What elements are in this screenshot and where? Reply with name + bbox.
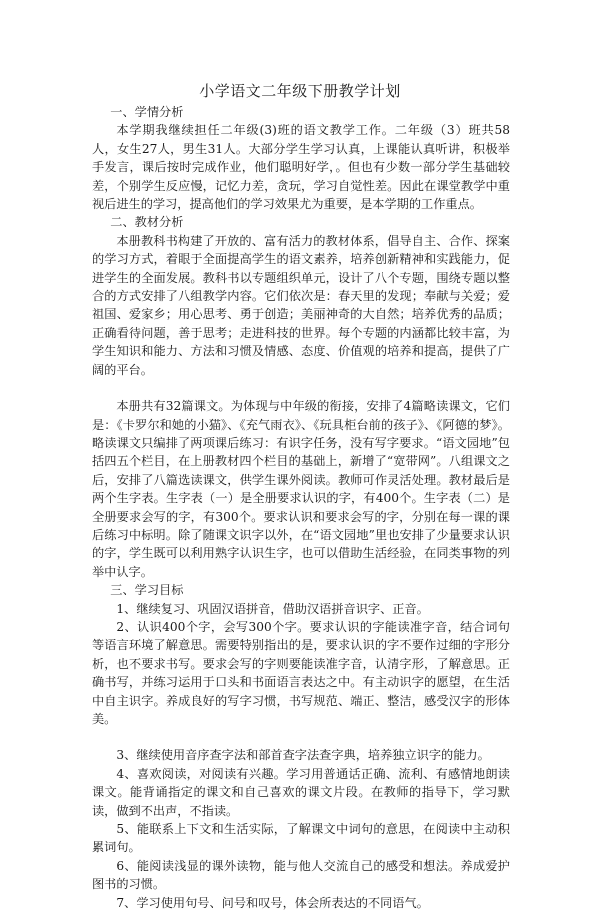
section-heading-learning-goals: 三、学习目标 (110, 583, 184, 598)
page-title: 小学语文二年级下册教学计划 (199, 82, 401, 100)
paragraph-student-analysis: 本学期我继续担任二年级(3)班的语文教学工作。二年级（3）班共58人，女生27人，男生31人。大部分学生学习认真，上课能认真听讲，积极举手发言，课后按时完成作业，他们聪明好学，。但也有少数一部分学生基础较差，个别学生反应慢，记忆力差，贪玩，学习自觉性差。因此在课堂教学中重视后进生的学习，提高他们的学习效果尤为重要，是本学期的工作重点。 (92, 123, 510, 212)
paragraph-gap (92, 728, 510, 746)
document-body (92, 103, 510, 912)
goal-item-3: 3、继续使用音序查字法和部首查字法查字典，培养独立识字的能力。 (116, 748, 490, 763)
section-heading-student-analysis: 一、学情分析 (110, 105, 184, 119)
goal-item-6: 6、能阅读浅显的课外读物，能与他人交流自己的感受和想法。养成爱护图书的习惯。 (92, 858, 510, 892)
goal-item-4: 4、喜欢阅读，对阅读有兴趣。学习用普通话正确、流利、有感情地朗读课文。能背诵指定的课文和自己喜欢的课文片段。在教师的指导下，学习默读，做到不出声，不指读。 (92, 766, 510, 818)
goal-item-1: 1、继续复习、巩固汉语拼音，借助汉语拼音识字、正音。 (116, 601, 429, 616)
section-heading-textbook-analysis: 二、教材分析 (110, 215, 184, 230)
goal-item-7: 7、学习使用句号、问号和叹号，体会所表达的不同语气。 (116, 895, 429, 910)
paragraph-gap (92, 379, 510, 397)
goal-item-5: 5、能联系上下文和生活实际，了解课文中词句的意思，在阅读中主动积累词句。 (92, 822, 510, 855)
paragraph-textbook-system: 本册教科书构建了开放的、富有活力的教材体系，倡导自主、合作、探案的学习方式，着眼于全面提高学生的语文素养，培养创新精神和实践能力，促进学生的全面发展。教科书以专题组织单元，设计了八个专题，围绕专题以整合的方式安排了八组教学内容。它们依次是：春天里的发现；奉献与关爱；爱祖国、爱家乡；用心思考、勇于创造；美丽神奇的大自然；培养优秀的品质；正确看待问题，善于思考；走进科技的世界。每个专题的内涵都比较丰富，为学生知识和能力、方法和习惯及情感、态度、价值观的培养和提高，提供了广阔的平台。 (92, 233, 510, 377)
paragraph-textbook-lessons: 本册共有32篇课文。为体现与中年级的衔接，安排了4篇略读课文，它们是：《卡罗尔和她的小猫》、《充气雨衣》、《玩具柜台前的孩子》、《阿德的梦》。略读课文只编排了两项课后练习：有识字任务，没有写字要求。“语文园地”包括四五个栏目，在上册教材四个栏目的基础上，新增了“宽带网”。八组课文之后，安排了八篇选读课文，供学生课外阅读。教师可作灵活处理。教材最后是两个生字表。生字表（一）是全册要求认识的字，有400个。生字表（二）是全册要求会写的字，有300个。要求认识和要求会写的字，分别在每一课的课后练习中标明。除了随课文识字以外，在“语文园地”里也安排了少量要求认识的字，学生既可以利用熟字认识生字，也可以借助生活经验，在同类事物的列举中认字。 (92, 399, 510, 579)
goal-item-2: 2、认识400个字，会写300个字。要求认识的字能读准字音，结合词句等语言环境了解意思。需要特别指出的是，要求认识的字不要作过细的字形分析，也不要求书写。要求会写的字则要能读准字音，认清字形，了解意思。正确书写，并练习运用于口头和书面语言表达之中。有主动识字的愿望，在生活中自主识字。养成良好的写字习惯，书写规范、端正、整洁，感受汉字的形体美。 (92, 619, 510, 726)
